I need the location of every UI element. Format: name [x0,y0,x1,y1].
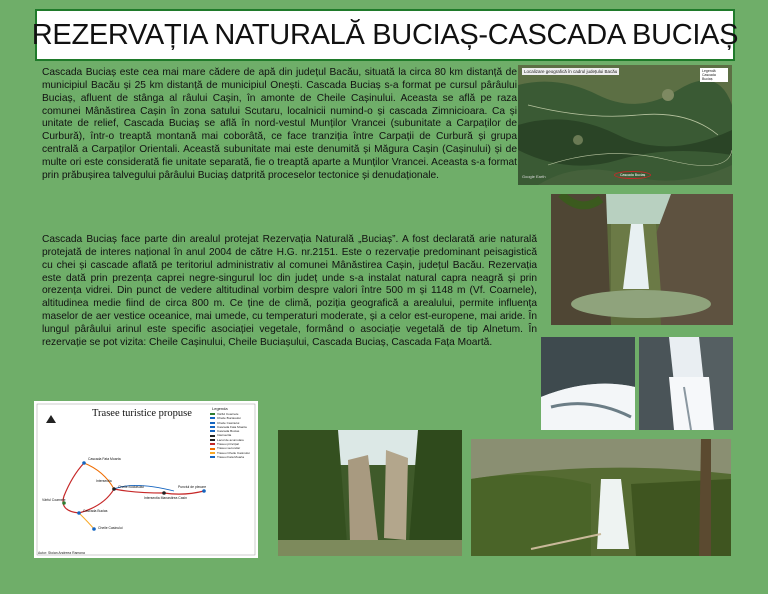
legend-label: Vârful Coarnele [217,412,239,416]
legend-swatch [210,426,215,428]
legend-label: Traseu Fata Moarta [217,454,245,459]
legend-label: Lacul de acumulare [217,437,245,442]
legend-swatch [210,439,215,441]
title-banner [31,9,739,61]
map-legend-title: Legendă [702,69,716,73]
legend-label: Cascada Fata Moarta [217,424,247,429]
location-map [518,65,732,185]
legend-swatch [210,448,215,450]
legend-label: Traseu principal [217,442,239,447]
legend-swatch [210,417,215,419]
paragraph-reserve: Cascada Buciaș face parte din arealul protejat Rezervația Naturală „Buciaș”. A fost declarată arie naturală protejată de interes național în anul 2004 de către H.G. nr.2151. Este o rezervație predominant peisagistică cu chei și cascade aflată pe teritoriul administrativ al comunei Mânăstirea Cașin, județul Bacău. Rezervația este dată prin prezența caprei negre-singurul loc din județ unde s-a instalat natural capra neagră și prin orezența vidrei. Din punct de vedere altitudinal vorbim despre valori între 500 m și 1148 m (Vf. Coarnele), altitudinea medie fiind de circa 800 m. Ce ține de climă, poziția geografică a arealului, permite influența maselor de aer vestice oceanice, mai umede, cu temperaturi moderate, și a celor est-europene, mai aride. În lungul pârâului arinul este specific asociației vegetale, formând o asociație vegetală de tip Alnetum. În rezervație se pot vizita: Cheile Cașinului, Cheile Buciașului, Cascada Buciaș, Cascada Fața Moartă. [42,234,537,348]
trail-place-label: Vârful Coarnele [42,498,66,502]
legend-label: Traseu Cheile Casinului [217,450,250,455]
legend-swatch [210,413,215,415]
trail-place-label: Intersectia Manastirea Casin [144,496,187,500]
legend-label: Cascada Bucias [217,429,240,434]
map-legend-item: Cascada Buciaș [702,73,716,81]
map-legend [700,68,728,82]
legend-label: Cheile Casinului [217,420,240,425]
winter-photo-right [639,337,733,430]
trail-place-label: Cascada Bucias [83,509,108,513]
trail-map [34,401,258,558]
trail-place-label: Intersectia [96,479,112,483]
legend-swatch [210,430,215,432]
cascade-photo [471,439,731,556]
legend-swatch [210,443,215,445]
map-brand: Google Earth [522,174,546,179]
trail-author: Autor: Stoian Andreea Ramona [38,551,85,555]
gorge-photo [278,430,462,556]
map-location-label: Cascada Buciaș [614,171,651,179]
trail-place-label: Cascada Fata Moarta [88,457,121,461]
paragraph-description: Cascada Buciaș este cea mai mare cădere de apă din județul Bacău, situată la circa 80 km distanță de municipiul Bacău și 25 km distanță de municipiul Onești. Cascada Buciaș s-a format pe cursul pârâului Buciaș, afluent de stânga al râului Cașin, în amonte de Cheile Cașinului. Aceasta se află pe raza comunei Mânăstirea Cașin în zona satului Scutaru, localnicii numind-o și cascada Zimnicioara. Ca și unitate de relief, Cascada Buciaș se află în nord-vestul Munților Vrancei (subunitate a Carpaților de Curbură), într-o treaptă montană mai coborâtă, ce face tranziția între Carpații de Curbură și grupa centrală a Carpaților Orientali. Această subunitate mai este denumită și Măgura Cașin (Cașinului) și de multe ori este considerată fie unitate separată, fie o treaptă aparte a Munților Vrancei. Aceasta s-a format prin prăbușirea talvegului pârâului Buciaș datprită proceselor tectonice și denudaționale. [42,67,517,181]
winter-photo-left [541,337,635,430]
legend-swatch [210,452,215,454]
legend-swatch [210,422,215,424]
trail-place-label: Punctul de plecare [178,485,207,489]
legend-swatch [210,456,215,458]
map-header: Localizare geografică în cadrul județului Bacău [524,69,618,74]
trail-map-title: Trasee turistice propuse [92,408,192,419]
legend-label: Traseu secundar [217,446,241,451]
waterfall-photo [551,194,733,325]
trail-legend-item [210,455,254,459]
legend-label: Cheile Buciasului [217,416,241,421]
page-title: REZERVAȚIA NATURALĂ BUCIAȘ-CASCADA BUCIAȘ [31,18,739,51]
trail-legend [210,412,254,459]
legend-swatch [210,435,215,437]
trail-place-label: Cheile Casinului [98,526,123,530]
legend-label: Intersectia [217,433,232,438]
trail-legend-title: Legenda [212,406,228,411]
trail-place-label: Cheile Buciasului [118,485,145,489]
